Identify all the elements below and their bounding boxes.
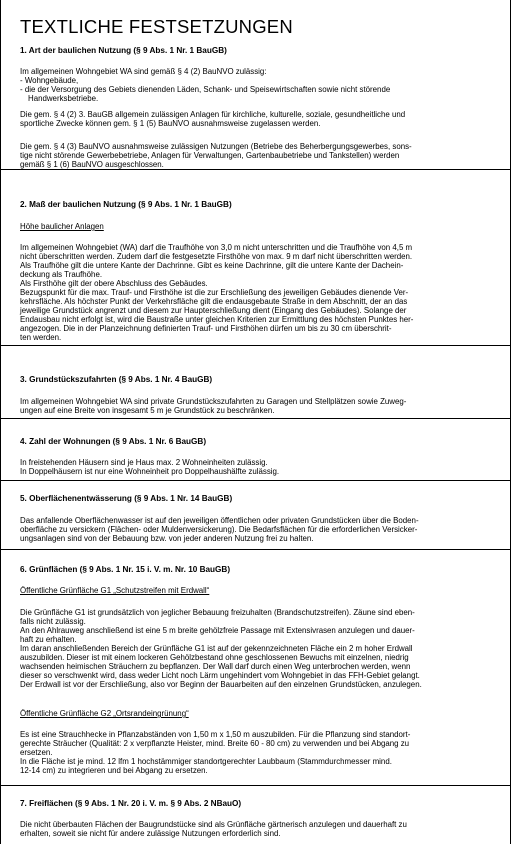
body-text-line: - Wohngebäude, <box>20 76 79 85</box>
body-text-line: Endausbau nicht erfolgt ist, wird die Baustraße unter gleichen Kriterien zur Ermittlung des höchsten Punktes her- <box>20 315 414 324</box>
section-divider <box>1 549 510 550</box>
body-text-line: tige nicht störende Gewerbebetriebe, Anlagen für Verwaltungen, Gartenbaubetriebe und Tankstellen) werden <box>20 151 400 160</box>
body-text-line: Die gem. § 4 (2) 3. BauGB allgemein zulässigen Anlagen für kirchliche, kulturelle, soziale, gesundheitliche und <box>20 110 406 119</box>
body-text-line: sportliche Zwecke können gem. § 1 (5) BauNVO ausnahmsweise zugelassen werden. <box>20 119 321 128</box>
body-text-line: Im allgemeinen Wohngebiet WA sind gemäß § 4 (2) BauNVO zulässig: <box>20 67 267 76</box>
body-text-line: wachsenden heimischen Sträuchern zu bepflanzen. Der Wall darf durch einen Weg unterbrochen werden, wenn <box>20 662 411 671</box>
body-text-line: In die Fläche ist je mind. 12 lfm 1 hochstämmiger standortgerechter Laubbaum (Stammdurchmesser mind. <box>20 757 392 766</box>
section-divider <box>1 418 510 419</box>
body-text-line: - die der Versorgung des Gebiets dienenden Läden, Schank- und Speisewirtschaften sowie nicht störende <box>20 85 391 94</box>
body-text-line: ungsanlagen sind von der Bebauung bzw. von jeder anderen Nutzung frei zu halten. <box>20 534 314 543</box>
body-text-line: Als Firsthöhe gilt der obere Abschluss des Gebäudes. <box>20 279 208 288</box>
body-text-line: ten werden. <box>20 333 62 342</box>
body-text-line: Als Traufhöhe gilt die untere Kante der Dachrinne. Gibt es keine Dachrinne, gilt die untere Kante der Dachein- <box>20 261 404 270</box>
body-text-line: 12-14 cm) zu integrieren und bei Abgang zu ersetzen. <box>20 766 208 775</box>
body-text-line: ersetzen. <box>20 748 53 757</box>
body-text-line: An den Ahlrauweg anschließend ist eine 5 m breite gehölzfreie Passage mit Extensivrasen anzulegen und dauer- <box>20 626 415 635</box>
body-text-line: erhalten, soweit sie nicht für andere zulässige Nutzungen erforderlich sind. <box>20 829 281 838</box>
section-heading: 5. Oberflächenentwässerung (§ 9 Abs. 1 Nr. 14 BauGB) <box>20 494 233 503</box>
body-text-line: haft zu erhalten. <box>20 635 77 644</box>
section-heading: 7. Freiflächen (§ 9 Abs. 1 Nr. 20 i. V. m. § 9 Abs. 2 NBauO) <box>20 799 242 808</box>
section-heading: 2. Maß der baulichen Nutzung (§ 9 Abs. 1 Nr. 1 BauGB) <box>20 200 232 209</box>
section-subheading: Öffentliche Grünfläche G1 „Schutzstreifen mit Erdwall“ <box>20 586 210 595</box>
body-text-line: Die gem. § 4 (3) BauNVO ausnahmsweise zulässigen Nutzungen (Betriebe des Beherbergungsgewerbes, sons- <box>20 142 412 151</box>
section-heading: 3. Grundstückszufahrten (§ 9 Abs. 1 Nr. 4 BauGB) <box>20 375 213 384</box>
body-text-line: Im allgemeinen Wohngebiet (WA) darf die Traufhöhe von 3,0 m nicht unterschritten und die Traufhöhe von 4,5 m <box>20 243 413 252</box>
body-text-line: In Doppelhäusern ist nur eine Wohneinheit pro Doppelhaushälfte zulässig. <box>20 467 280 476</box>
body-text-line: Es ist eine Strauchhecke in Pflanzabständen von 1,50 m x 1,50 m auszubilden. Für die Pflanzung sind standort- <box>20 730 411 739</box>
body-text-line: ungen auf eine Breite von insgesamt 5 m je Grundstück zu beschränken. <box>20 406 275 415</box>
section-divider <box>1 169 510 170</box>
body-text-line: In freistehenden Häusern sind je Haus max. 2 Wohneinheiten zulässig. <box>20 458 268 467</box>
body-text-line: Das anfallende Oberflächenwasser ist auf den jeweiligen öffentlichen oder privaten Grundstücken über die Boden- <box>20 516 419 525</box>
body-text-line: Im daran anschließenden Bereich der Grünfläche G1 ist auf der gekennzeichneten Fläche ein 2 m hoher Erdwall <box>20 644 413 653</box>
section-subheading: Öffentliche Grünfläche G2 „Ortsrandeingrünung“ <box>20 709 189 718</box>
section-divider <box>1 480 510 481</box>
body-text-line: Im allgemeinen Wohngebiet WA sind private Grundstückszufahrten zu Garagen und Stellplätzen sowie Zuweg- <box>20 397 407 406</box>
section-divider <box>1 785 510 786</box>
body-text-line: gerechte Sträucher (Qualität: 2 x verpflanzte Heister, mind. Breite 60 - 80 cm) zu verwenden und bei Abgang zu <box>20 739 410 748</box>
body-text-line: kehrsfläche. Als höchster Punkt der Verkehrsfläche gilt die endausgebaute Straße in dem Abschnitt, der an das <box>20 297 408 306</box>
page-title: TEXTLICHE FESTSETZUNGEN <box>20 16 293 37</box>
body-text-line: Die Grünfläche G1 ist grundsätzlich von jeglicher Bebauung freizuhalten (Brandschutzstreifen). Zäune sind eben- <box>20 608 415 617</box>
body-text-line: auszubilden. Dieser ist mit einem lockeren Gehölzbestand ohne geschlossenen Bewuchs mit einzelnen, niedrig <box>20 653 409 662</box>
body-text-line: oberfläche zu versickern (Flächen- oder Muldenversickerung). Die Bedarfsflächen für die erforderlichen Versicker- <box>20 525 418 534</box>
body-text-line: Handwerksbetriebe. <box>28 94 99 103</box>
body-text-line: Bezugspunkt für die max. Trauf- und Firsthöhe ist die zur Erschließung des jeweiligen Gebäudes dienende Ver- <box>20 288 409 297</box>
section-subheading: Höhe baulicher Anlagen <box>20 222 104 231</box>
body-text-line: deckung als Traufhöhe. <box>20 270 103 279</box>
body-text-line: dieser so verschwenkt wird, dass weder Licht noch Lärm ungehindert vom Wohngebiet in das FFH-Gebiet gelangt. <box>20 671 420 680</box>
body-text-line: jeweilige Grundstück angrenzt und diesem zur Haupterschließung dient (Eingang des Gebäudes). Solange der <box>20 306 407 315</box>
body-text-line: Der Erdwall ist vor der Erschließung, also vor Beginn der Bauarbeiten auf den einzelnen Grundstücken, anzulegen. <box>20 680 422 689</box>
body-text-line: angezogen. Die in der Planzeichnung definierten Trauf- und Firsthöhen dürfen um bis zu 30 cm überschrit- <box>20 324 392 333</box>
section-divider <box>1 345 510 346</box>
body-text-line: gemäß § 1 (6) BauNVO ausgeschlossen. <box>20 160 164 169</box>
section-heading: 1. Art der baulichen Nutzung (§ 9 Abs. 1 Nr. 1 BauGB) <box>20 46 227 55</box>
section-heading: 6. Grünflächen (§ 9 Abs. 1 Nr. 15 i. V. m. Nr. 10 BauGB) <box>20 565 231 574</box>
body-text-line: Die nicht überbauten Flächen der Baugrundstücke sind als Grünfläche gärtnerisch anzulegen und dauerhaft zu <box>20 820 407 829</box>
section-heading: 4. Zahl der Wohnungen (§ 9 Abs. 1 Nr. 6 BauGB) <box>20 437 207 446</box>
body-text-line: falls nicht zulässig. <box>20 617 86 626</box>
body-text-line: nicht überschritten werden. Zudem darf die festgesetzte Firsthöhe von max. 9 m darf nicht überschritten werden. <box>20 252 413 261</box>
